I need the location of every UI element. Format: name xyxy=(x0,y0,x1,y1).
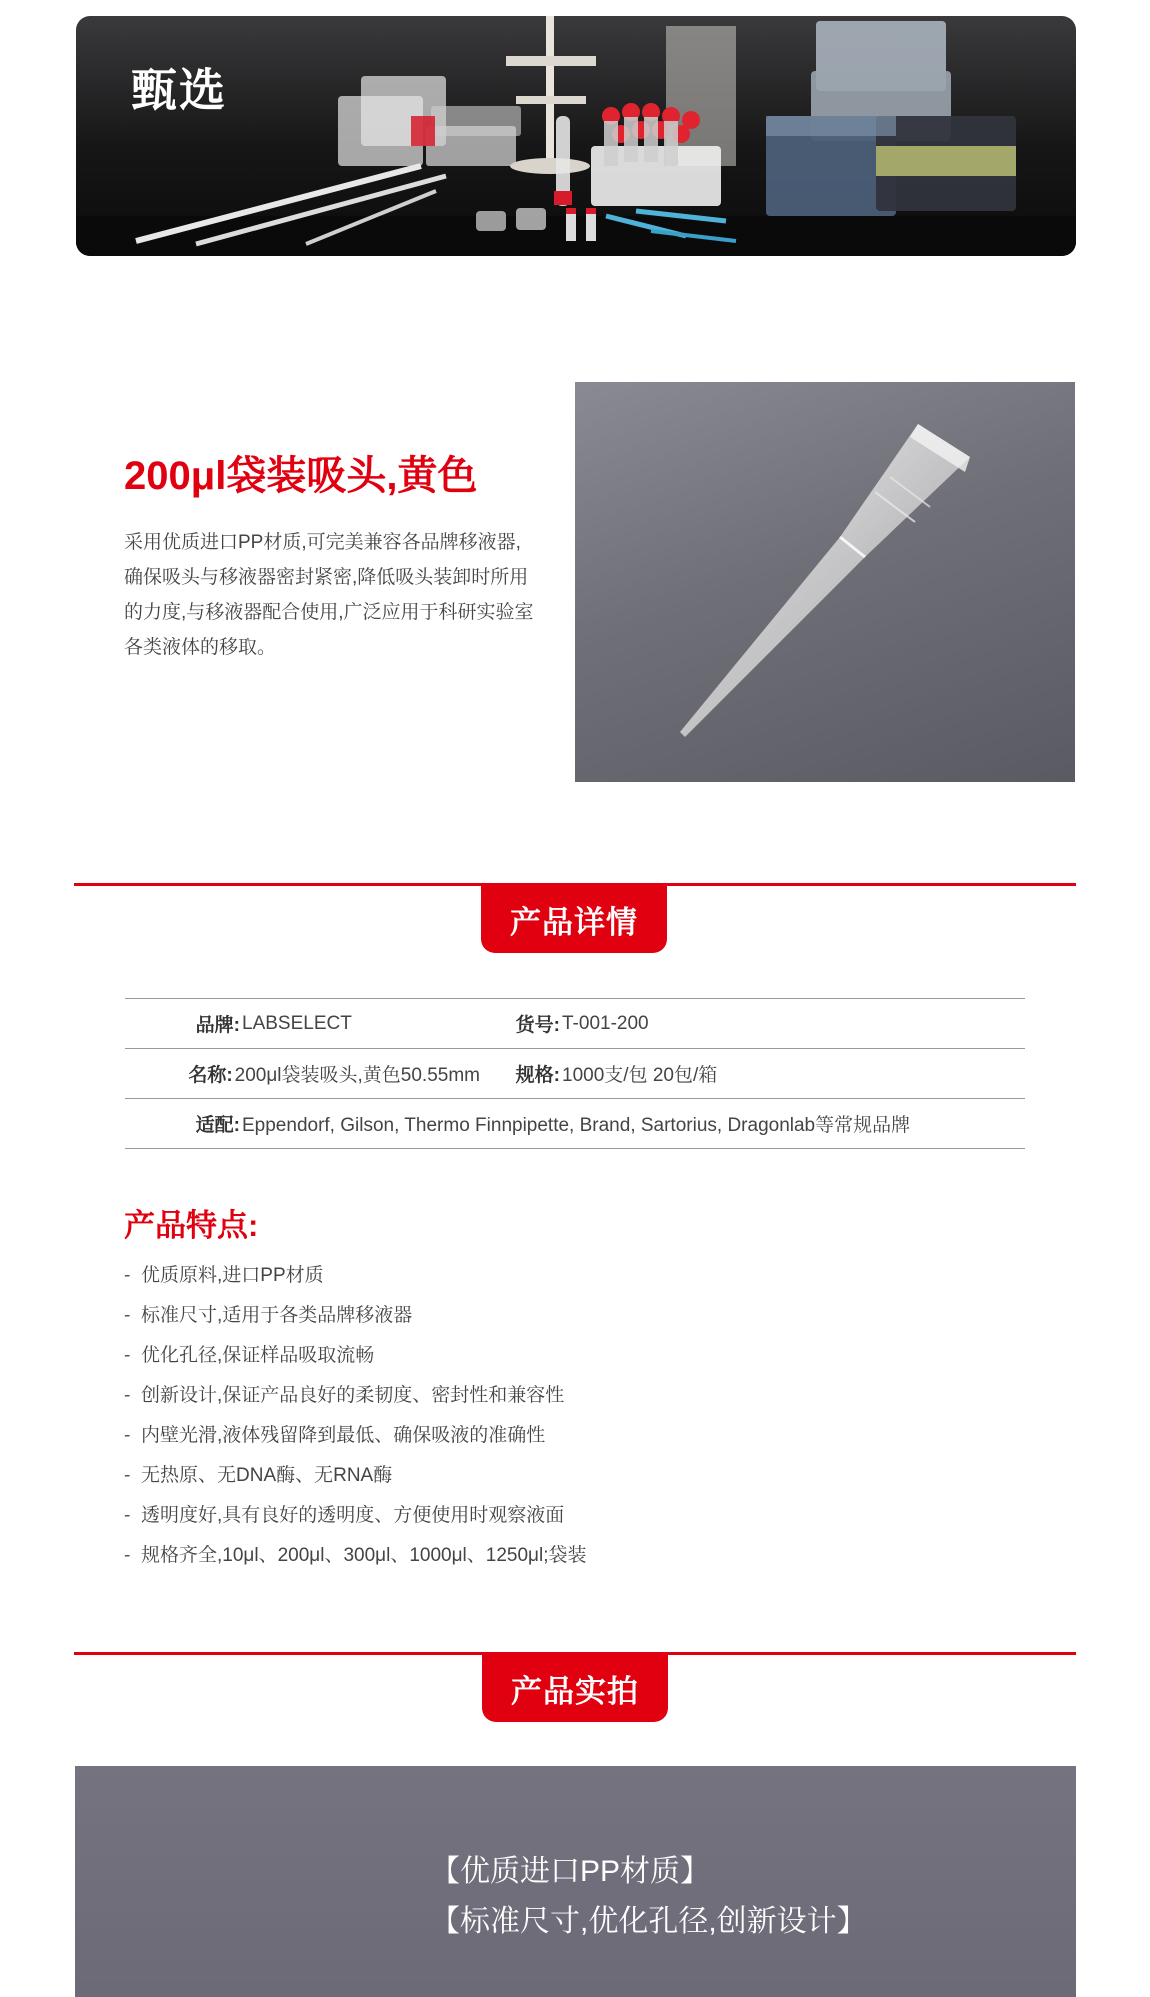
product-photo xyxy=(575,382,1075,782)
features-list xyxy=(124,1256,586,1576)
spec-label: 规格: xyxy=(515,1065,560,1086)
list-item: - 无热原、无DNA酶、无RNA酶 xyxy=(124,1465,393,1486)
feature-text: 创新设计,保证产品良好的柔韧度、密封性和兼容性 xyxy=(141,1385,565,1406)
fit-value: Eppendorf, Gilson, Thermo Finnpipette, Brand, Sartorius, Dragonlab等常规品牌 xyxy=(242,1115,911,1136)
name-value: 200μl袋装吸头,黄色50.55mm xyxy=(234,1065,480,1086)
product-title: 200μl袋装吸头,黄色 xyxy=(124,454,478,498)
sku-label: 货号: xyxy=(515,1015,560,1036)
section-title-details: 产品详情 xyxy=(481,885,667,953)
name-label: 名称: xyxy=(188,1065,233,1086)
feature-text: 无热原、无DNA酶、无RNA酶 xyxy=(141,1465,393,1486)
photo-caption-1: 【优质进口PP材质】 xyxy=(430,1855,711,1888)
fit-label: 适配: xyxy=(195,1115,240,1136)
product-description: 采用优质进口PP材质,可完美兼容各品牌移液器,确保吸头与移液器密封紧密,降低吸头装卸时所用的力度,与移液器配合使用,广泛应用于科研实验室各类液体的移取。 xyxy=(124,532,534,658)
spec-table xyxy=(125,998,1025,1149)
table-row xyxy=(125,1099,1025,1149)
feature-text: 规格齐全,10μl、200μl、300μl、1000μl、1250μl;袋装 xyxy=(141,1545,587,1566)
list-item: - 优化孔径,保证样品吸取流畅 xyxy=(124,1345,375,1366)
banner-products-illustration xyxy=(76,16,1076,256)
list-item: - 规格齐全,10μl、200μl、300μl、1000μl、1250μl;袋装 xyxy=(124,1545,587,1566)
banner-logo: 甄选 xyxy=(131,63,227,117)
hero-banner xyxy=(76,16,1076,256)
brand-value: LABSELECT xyxy=(242,1012,352,1034)
list-item: - 标准尺寸,适用于各类品牌移液器 xyxy=(124,1305,413,1326)
feature-text: 优质原料,进口PP材质 xyxy=(141,1265,324,1286)
list-item: - 透明度好,具有良好的透明度、方便使用时观察液面 xyxy=(124,1505,565,1526)
pipette-tip-image xyxy=(575,382,1075,782)
brand-label: 品牌: xyxy=(195,1015,240,1036)
table-row xyxy=(125,1049,1025,1099)
list-item: - 创新设计,保证产品良好的柔韧度、密封性和兼容性 xyxy=(124,1385,565,1406)
feature-text: 内壁光滑,液体残留降到最低、确保吸液的准确性 xyxy=(141,1425,546,1446)
list-item: - 内壁光滑,液体残留降到最低、确保吸液的准确性 xyxy=(124,1425,546,1446)
photo-block xyxy=(75,1766,1076,1997)
sku-value: T-001-200 xyxy=(562,1012,649,1034)
section-title-photos: 产品实拍 xyxy=(482,1654,668,1722)
list-item: - 优质原料,进口PP材质 xyxy=(124,1265,324,1286)
feature-text: 优化孔径,保证样品吸取流畅 xyxy=(141,1345,375,1366)
photo-caption-2: 【标准尺寸,优化孔径,创新设计】 xyxy=(430,1905,867,1938)
table-row xyxy=(125,999,1025,1049)
feature-text: 透明度好,具有良好的透明度、方便使用时观察液面 xyxy=(141,1505,565,1526)
spec-value: 1000支/包 20包/箱 xyxy=(562,1065,718,1086)
feature-text: 标准尺寸,适用于各类品牌移液器 xyxy=(141,1305,413,1326)
features-title: 产品特点: xyxy=(124,1208,259,1243)
